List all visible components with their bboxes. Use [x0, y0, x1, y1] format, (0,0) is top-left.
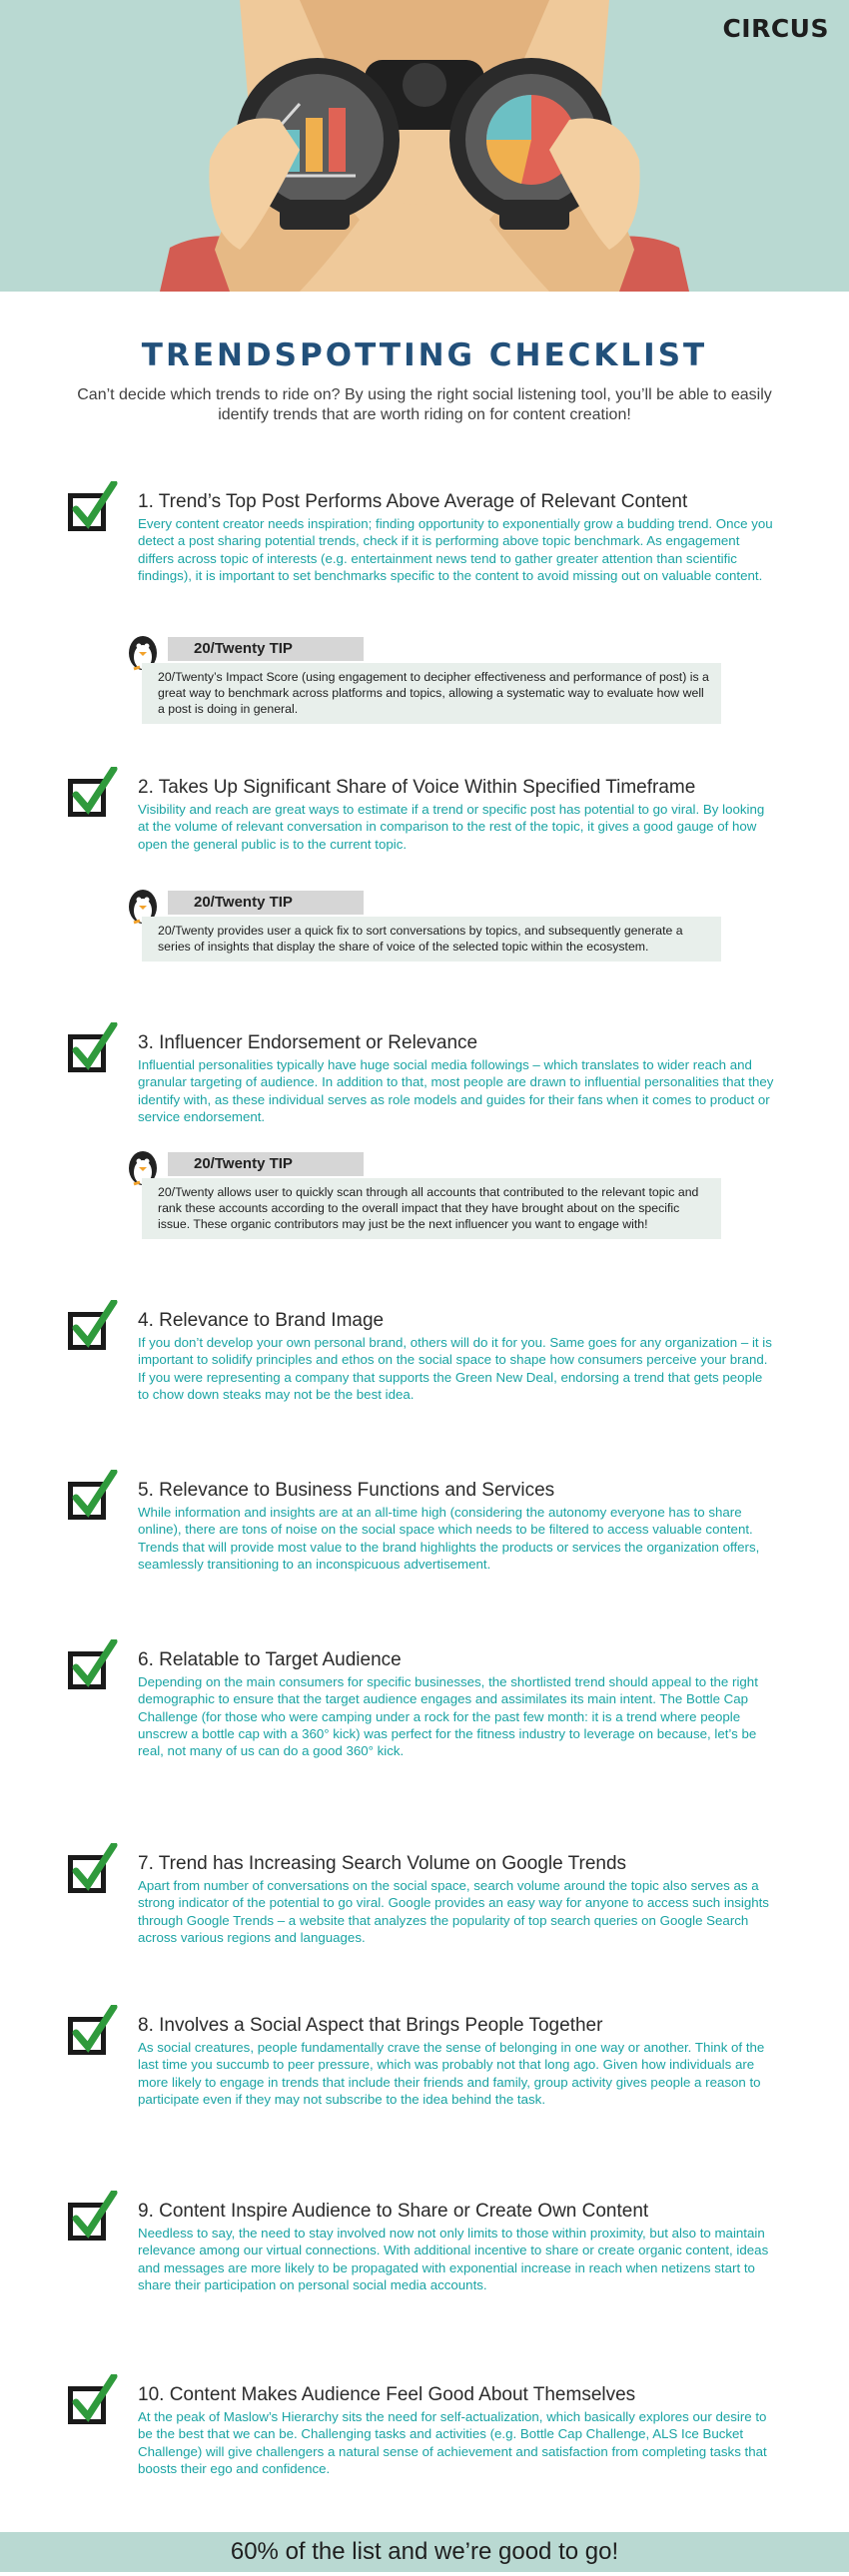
page-title: TRENDSPOTTING CHECKLIST	[141, 337, 708, 373]
item-body: As social creatures, people fundamentally crave the sense of belonging in one way or another. Think of the last time you succumb to peer pressure, which was probably not that long ago. Given how individuals are more likely to engage in trends that include their friends and family, group activity gives people a reason to participate even if they may not subscribe to the idea behind the task.	[138, 2040, 765, 2107]
tip-body: 20/Twenty allows user to quickly scan through all accounts that contributed to the relevant topic and rank these accounts according to the overall impact that they have brought about on the specific issue. These organic contributors may just be the next influencer you want to engage with!	[142, 1178, 721, 1239]
item-title: 7. Trend has Increasing Search Volume on Google Trends	[138, 1853, 627, 1874]
checkmark-icon	[66, 2005, 118, 2057]
item-body: If you don’t develop your own personal brand, others will do it for you. Same goes for any organization – it is important to solidify principles and ethos on the social space to shape how consumers perceive your brand. If you were representing a company that supports the Green New Deal, endorsing a trend that gets people to chow down steaks may not be the best idea.	[138, 1335, 772, 1402]
tip-heading: 20/Twenty TIP	[168, 891, 364, 915]
item-title: 1. Trend’s Top Post Performs Above Average of Relevant Content	[138, 491, 688, 512]
checkmark-icon	[66, 481, 118, 533]
item-body: Visibility and reach are great ways to estimate if a trend or specific post has potential to go viral. By looking at the volume of relevant conversation in comparison to the rest of the topic, it gives a good gauge of how open the general public is to the current topic.	[138, 802, 765, 852]
intro-text: Can’t decide which trends to ride on? By using the right social listening tool, you’ll be able to easily identify trends that are worth riding on for content creation!	[77, 386, 772, 423]
item-title: 9. Content Inspire Audience to Share or Create Own Content	[138, 2201, 649, 2222]
checkmark-icon	[66, 1843, 118, 1895]
item-title: 4. Relevance to Brand Image	[138, 1310, 385, 1331]
checkmark-icon	[66, 1300, 118, 1352]
item-title: 3. Influencer Endorsement or Relevance	[138, 1032, 478, 1053]
item-body: At the peak of Maslow’s Hierarchy sits the need for self-actualization, which basically explores our desire to be the best that we can be. Challenging tasks and activities (e.g. Bottle Cap Challenge, ALS Ice Bucket Challenge) will give challengers a natural sense of achievement and satisfaction from completing tasks that boosts their ego and confidence.	[138, 2409, 767, 2476]
item-body: Apart from number of conversations on the social space, search volume around the topic also serves as a strong indicator of the potential to go viral. Google provides an easy way for anyone to access such insights through Google Trends – a website that analyzes the popularity of top search queries on Google Search across various regions and languages.	[138, 1878, 769, 1945]
checkmark-icon	[66, 1470, 118, 1522]
checkmark-icon	[66, 1022, 118, 1074]
item-body: Needless to say, the need to stay involved now not only limits to those within proximity, but also to maintain relevance among our virtual connections. With additional incentive to share or create organic content, ideas and messages are more likely to be propagated with exponential increase in reach when netizens start to share their participation on personal social media accounts.	[138, 2226, 769, 2292]
item-body: While information and insights are at an all-time high (considering the autonomy everyone has to share online), there are tons of noise on the social space which needs to be filtered to access valuable content. Trends that will provide most value to the brand highlights the products or services the organization offers, seamlessly transitioning to an inconspicuous advertisement.	[138, 1505, 760, 1572]
item-body: Influential personalities typically have huge social media followings – which translates to wider reach and granular targeting of audience. In addition to that, most people are drawn to influential personalities that they identify with, as these individual serves as role models and guides for their fans when it comes to product or service endorsement.	[138, 1057, 774, 1124]
item-title: 10. Content Makes Audience Feel Good About Themselves	[138, 2384, 636, 2405]
hero-banner	[0, 0, 849, 292]
checkmark-icon	[66, 767, 118, 819]
item-title: 2. Takes Up Significant Share of Voice Within Specified Timeframe	[138, 777, 696, 798]
item-title: 6. Relatable to Target Audience	[138, 1649, 402, 1670]
logo-text: CIRCUS	[722, 14, 829, 43]
circus-logo	[722, 14, 829, 43]
item-body: Depending on the main consumers for specific businesses, the shortlisted trend should appeal to the right demographic to ensure that the target audience engages and assimilates its main intent. The Bottle Cap Challenge (for those who were camping under a rock for the past few month: it is a trend where people unscrew a bottle cap with a 360° kick) was perfect for the fitness industry to leverage on because, let’s be real, not many of us can do a good 360° kick.	[138, 1674, 758, 1759]
checkmark-icon	[66, 2374, 118, 2426]
item-body: Every content creator needs inspiration; finding opportunity to exponentially grow a budding trend. Once you detect a post sharing potential trends, check if it is performing above topic benchmark. As engagement differs across topic of interests (e.g. entertainment news tend to gather greater attention than scientific findings), it is important to set benchmarks specific to the content to avoid missing out on valuable content.	[138, 516, 773, 583]
checkmark-icon	[66, 2191, 118, 2243]
tip-heading: 20/Twenty TIP	[168, 637, 364, 661]
tip-heading: 20/Twenty TIP	[168, 1152, 364, 1176]
footer-banner: 60% of the list and we’re good to go!	[0, 2532, 849, 2572]
tip-body: 20/Twenty provides user a quick fix to sort conversations by topics, and subsequently generate a series of insights that display the share of voice of the selected topic within the ecosystem.	[142, 917, 721, 962]
binoculars-illustration	[0, 0, 849, 292]
item-title: 5. Relevance to Business Functions and Services	[138, 1480, 555, 1501]
tip-body: 20/Twenty’s Impact Score (using engagement to decipher effectiveness and performance of post) is a great way to benchmark across platforms and topics, allowing a systematic way to evaluate how well a post is doing in general.	[142, 663, 721, 724]
item-title: 8. Involves a Social Aspect that Brings People Together	[138, 2015, 603, 2036]
checkmark-icon	[66, 1639, 118, 1691]
